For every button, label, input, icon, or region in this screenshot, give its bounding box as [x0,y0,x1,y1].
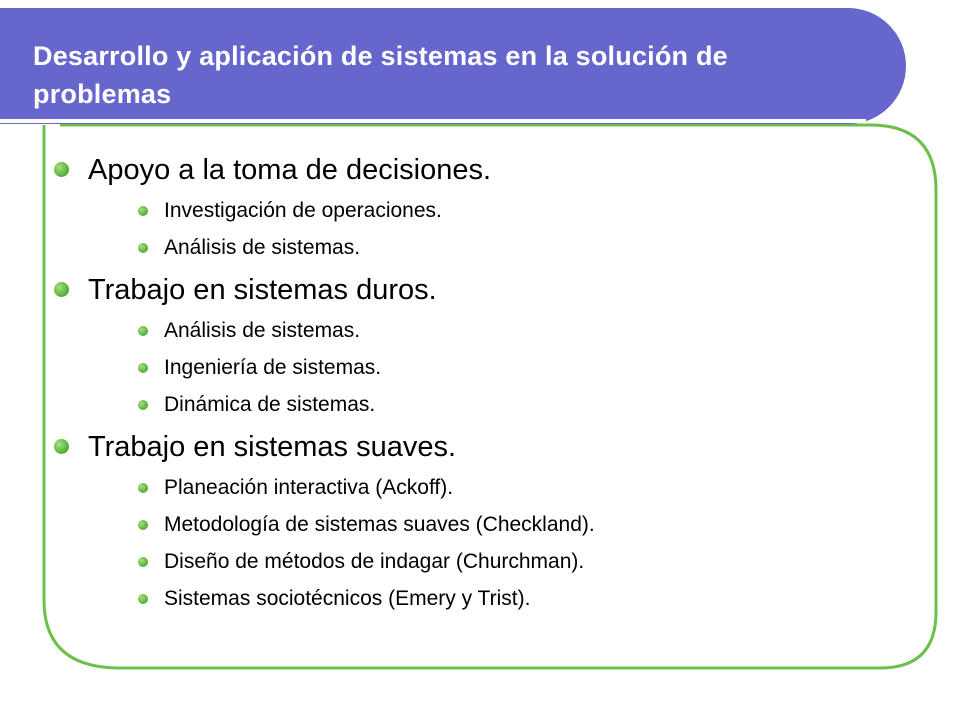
green-sphere-bullet-icon [138,520,148,530]
sub-list [88,192,914,266]
slide-title: Desarrollo y aplicación de sistemas en la solución de problemas [33,41,728,109]
section-heading: Apoyo a la toma de decisiones. [88,154,492,186]
sub-list [88,312,914,423]
list-item-text: Planeación interactiva (Ackoff). [164,476,454,499]
section-heading: Trabajo en sistemas suaves. [88,431,457,463]
list-item-text: Ingeniería de sistemas. [164,356,382,379]
list-item [88,386,914,423]
green-sphere-bullet-icon [138,483,148,493]
green-sphere-bullet-icon [138,326,148,336]
green-sphere-bullet-icon [54,282,69,297]
green-sphere-bullet-icon [138,557,148,567]
green-sphere-bullet-icon [138,206,148,216]
list-item-text: Investigación de operaciones. [164,199,442,222]
list-item-text: Análisis de sistemas. [164,236,361,259]
list-item-text: Metodología de sistemas suaves (Checkland). [164,513,595,536]
sub-list [88,469,914,617]
list-item [88,543,914,580]
list-item-text: Análisis de sistemas. [164,319,361,342]
bullet-list [54,146,914,617]
list-item [88,580,914,617]
section-hard-systems [54,268,914,423]
list-item [88,506,914,543]
list-item [88,192,914,229]
green-sphere-bullet-icon [138,243,148,253]
list-item [88,229,914,266]
list-item-text: Dinámica de sistemas. [164,393,376,416]
section-decision-support [54,148,914,266]
list-item [88,349,914,386]
green-sphere-bullet-icon [54,439,69,454]
green-sphere-bullet-icon [54,162,69,177]
green-sphere-bullet-icon [138,363,148,373]
list-item-text: Sistemas sociotécnicos (Emery y Trist). [164,587,531,610]
section-heading: Trabajo en sistemas duros. [88,274,437,306]
list-item [88,469,914,506]
list-item-text: Diseño de métodos de indagar (Churchman). [164,550,585,573]
green-sphere-bullet-icon [138,400,148,410]
list-item [88,312,914,349]
green-sphere-bullet-icon [138,594,148,604]
section-soft-systems [54,425,914,617]
